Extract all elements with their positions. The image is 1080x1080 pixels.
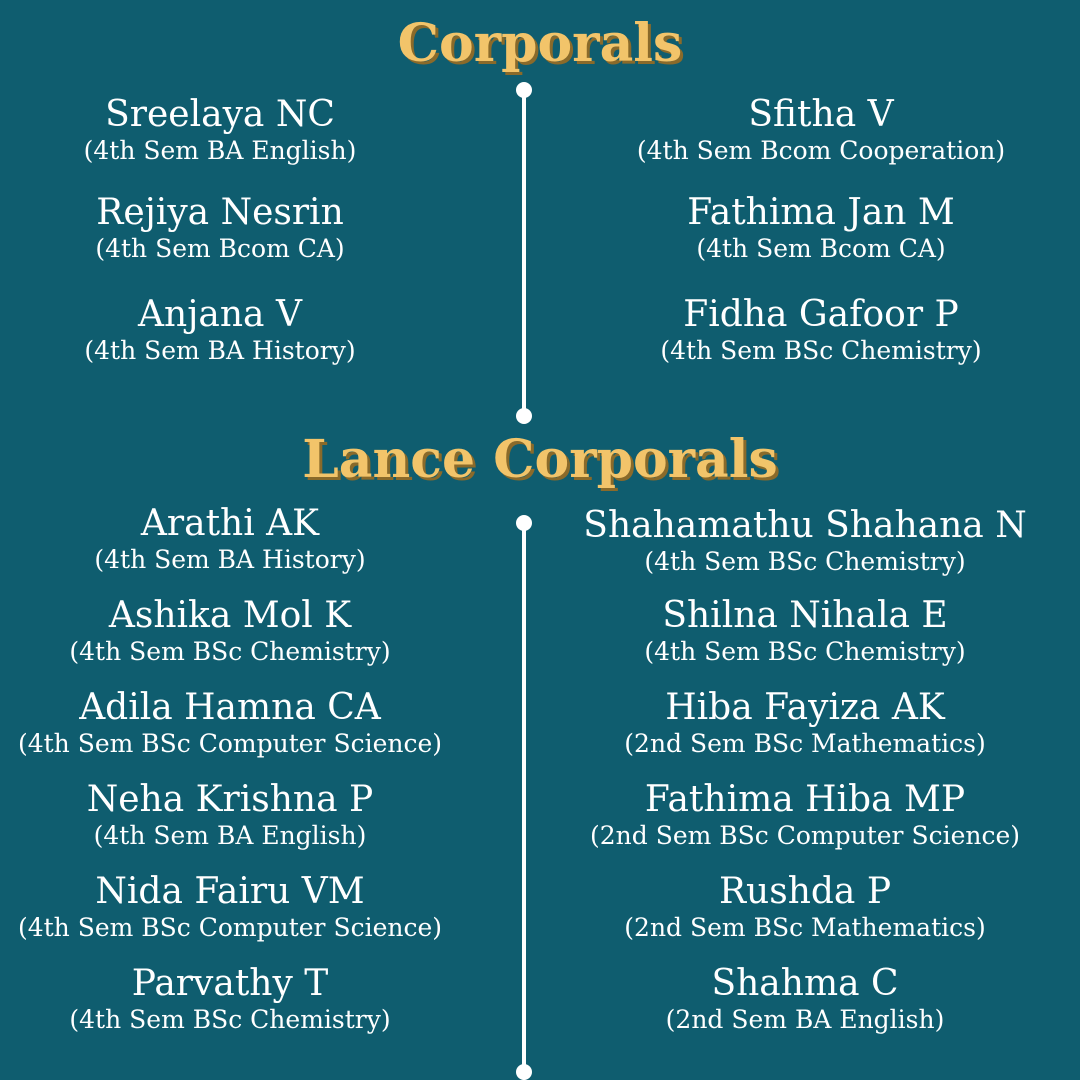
corporal-detail: (4th Sem Bcom CA) xyxy=(696,233,946,263)
lance-corporal-name: Rushda P xyxy=(718,871,892,912)
lance-corporal-entry xyxy=(0,873,460,941)
corporal-detail: (4th Sem Bcom CA) xyxy=(95,233,345,263)
lance-corporal-name: Neha Krishna P xyxy=(86,779,374,820)
lance-corporal-entry xyxy=(0,781,460,849)
lance-corporal-detail: (2nd Sem BSc Mathematics) xyxy=(624,728,986,758)
lance-corporal-detail: (2nd Sem BA English) xyxy=(665,1004,945,1034)
lance-corporal-name: Parvathy T xyxy=(131,963,329,1004)
lance-corporal-name: Fathima Hiba MP xyxy=(644,779,966,820)
lance-corporal-detail: (4th Sem BSc Chemistry) xyxy=(69,636,391,666)
corporals-heading: Corporals xyxy=(397,13,683,74)
lance-corporal-name: Ashika Mol K xyxy=(108,595,352,636)
lance-corporal-detail: (4th Sem BA English) xyxy=(93,820,367,850)
lance-corporal-detail: (4th Sem BSc Computer Science) xyxy=(17,912,443,942)
corporal-entry xyxy=(0,296,440,364)
corporal-entry xyxy=(0,96,440,164)
corporals-divider-bottom-dot xyxy=(516,408,532,424)
corporal-entry xyxy=(590,96,1052,164)
lance-corporal-entry xyxy=(570,965,1040,1033)
lance-corporal-name: Shahma C xyxy=(711,963,899,1004)
lance-corporal-entry xyxy=(0,689,460,757)
corporal-entry xyxy=(0,194,440,262)
lance-divider-bottom-dot xyxy=(516,1064,532,1080)
corporal-detail: (4th Sem Bcom Cooperation) xyxy=(636,135,1006,165)
lance-corporal-detail: (4th Sem BSc Chemistry) xyxy=(69,1004,391,1034)
lance-corporal-detail: (2nd Sem BSc Mathematics) xyxy=(624,912,986,942)
corporal-name: Sfitha V xyxy=(748,94,894,135)
lance-corporal-entry xyxy=(570,873,1040,941)
lance-corporal-entry xyxy=(570,597,1040,665)
corporal-name: Anjana V xyxy=(138,294,302,335)
lance-corporal-entry xyxy=(0,505,460,573)
lance-corporal-entry xyxy=(0,965,460,1033)
corporal-name: Rejiya Nesrin xyxy=(96,192,344,233)
lance-corporal-detail: (4th Sem BA History) xyxy=(94,544,366,574)
corporal-detail: (4th Sem BSc Chemistry) xyxy=(660,335,982,365)
lance-corporal-entry xyxy=(0,597,460,665)
corporal-detail: (4th Sem BA English) xyxy=(83,135,357,165)
corporal-detail: (4th Sem BA History) xyxy=(84,335,356,365)
corporal-entry xyxy=(590,194,1052,262)
lance-divider-line xyxy=(522,523,526,1080)
lance-corporals-heading: Lance Corporals xyxy=(302,429,778,490)
lance-corporal-detail: (4th Sem BSc Chemistry) xyxy=(644,636,966,666)
lance-corporal-entry xyxy=(570,781,1040,849)
corporal-name: Fathima Jan M xyxy=(687,192,955,233)
corporal-entry xyxy=(590,296,1052,364)
lance-corporal-detail: (4th Sem BSc Computer Science) xyxy=(17,728,443,758)
corporal-name: Fidha Gafoor P xyxy=(683,294,959,335)
lance-corporal-name: Shahamathu Shahana N xyxy=(583,505,1027,546)
lance-corporal-detail: (4th Sem BSc Chemistry) xyxy=(644,546,966,576)
lance-corporal-entry xyxy=(570,689,1040,757)
lance-corporal-entry xyxy=(570,507,1040,575)
lance-corporal-name: Arathi AK xyxy=(140,503,320,544)
lance-corporal-detail: (2nd Sem BSc Computer Science) xyxy=(589,820,1021,850)
corporals-divider-line xyxy=(522,90,526,416)
lance-corporal-name: Adila Hamna CA xyxy=(79,687,381,728)
lance-corporal-name: Shilna Nihala E xyxy=(662,595,948,636)
lance-corporal-name: Hiba Fayiza AK xyxy=(665,687,945,728)
lance-corporal-name: Nida Fairu VM xyxy=(95,871,365,912)
corporal-name: Sreelaya NC xyxy=(105,94,335,135)
